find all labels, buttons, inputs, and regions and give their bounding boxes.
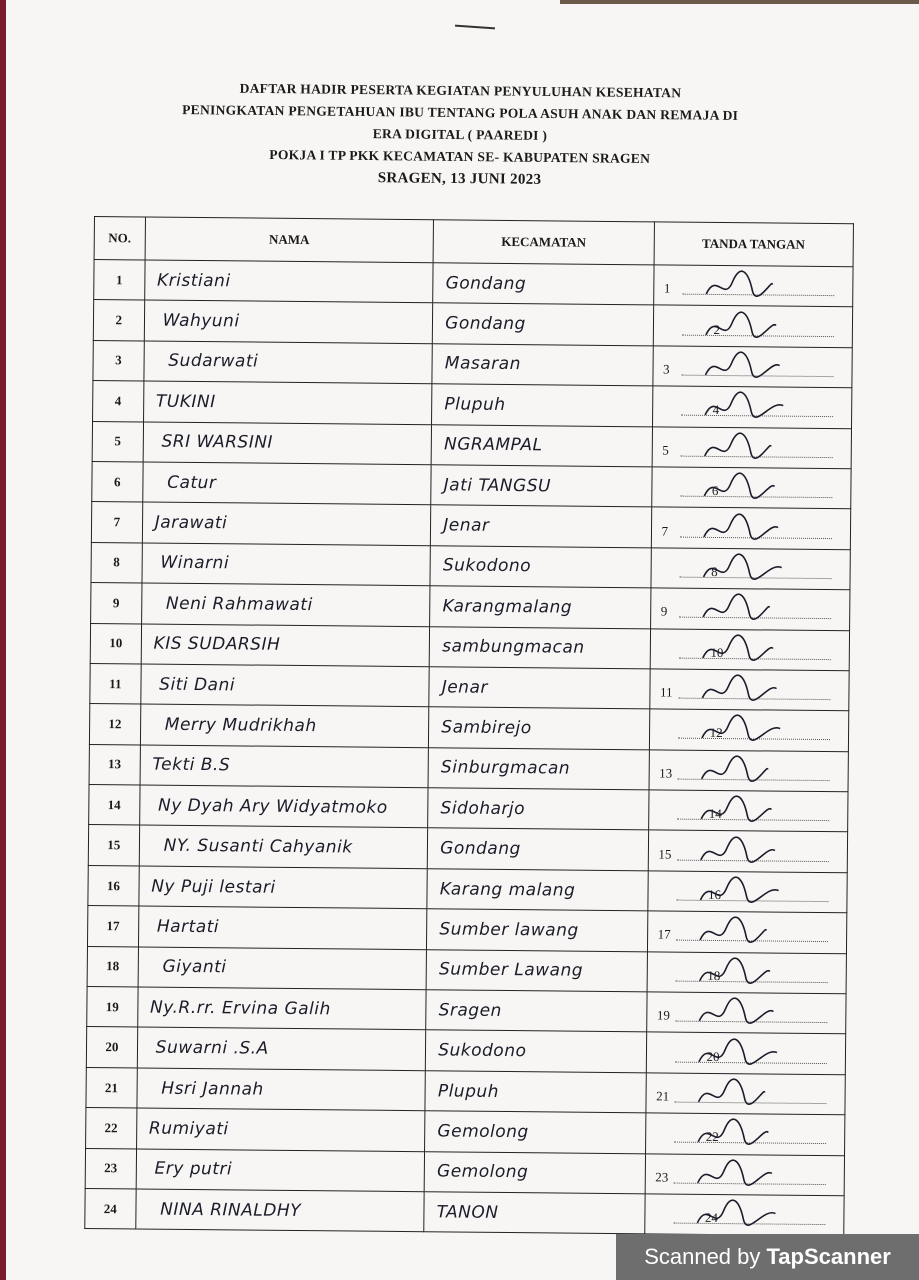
- district-name-text: Sumber lawang: [439, 919, 579, 941]
- participant-name-text: Kristiani: [156, 270, 231, 292]
- participant-name-text: Ny Puji lestari: [151, 876, 276, 898]
- participant-name-text: Sudarwati: [168, 351, 259, 373]
- participant-name-text: Neni Rahmawati: [165, 593, 313, 615]
- participant-name: [143, 381, 432, 424]
- participant-name: [144, 260, 433, 303]
- district-name-text: Sumber Lawang: [438, 959, 584, 982]
- participant-name-text: NINA RINALDHY: [160, 1199, 302, 1221]
- participant-name: [139, 866, 428, 909]
- district-name: [424, 1192, 645, 1235]
- participant-name: [140, 745, 429, 788]
- signature-number: 4: [712, 402, 720, 418]
- document-date: SRAGEN, 13 JUNI 2023: [377, 170, 542, 188]
- signature-cell: [647, 911, 847, 953]
- row-number: 6: [92, 461, 143, 502]
- district-name-text: Sukodono: [438, 1040, 527, 1062]
- participant-name: [139, 785, 428, 828]
- signature-number: 2: [713, 321, 721, 337]
- district-name-text: Karangmalang: [442, 596, 573, 618]
- signature-number: 24: [704, 1210, 719, 1226]
- district-name: [429, 667, 650, 710]
- signature-scribble: [694, 1035, 784, 1072]
- signature-scribble: [693, 1197, 783, 1234]
- signature-cell: [651, 507, 851, 549]
- row-number: 14: [89, 785, 140, 826]
- signature-cell: [652, 426, 852, 468]
- signature-number: 10: [710, 644, 724, 660]
- signature-cell: [652, 346, 852, 388]
- row-number: 10: [90, 623, 141, 664]
- district-name: [428, 828, 649, 871]
- district-name: [431, 424, 652, 467]
- signature-scribble: [698, 672, 788, 709]
- participant-name-text: Hsri Jannah: [161, 1078, 264, 1100]
- signature-number: 17: [657, 926, 671, 943]
- district-name: [430, 586, 651, 629]
- participant-name: [136, 1108, 425, 1151]
- signature-number: 18: [707, 967, 721, 983]
- district-name: [432, 384, 653, 427]
- row-number: 7: [91, 502, 142, 543]
- district-name: [430, 545, 651, 588]
- signature-number: 3: [663, 361, 670, 377]
- signature-scribble: [695, 995, 785, 1032]
- district-name: [428, 747, 649, 790]
- title-line-2: PENINGKATAN PENGETAHUAN IBU TENTANG POLA ASUH ANAK DAN REMAJA DI: [182, 102, 739, 123]
- signature-scribble: [693, 1157, 783, 1194]
- signature-scribble: [701, 389, 791, 426]
- attendance-table: [84, 216, 854, 1237]
- signature-number: 14: [708, 806, 722, 822]
- participant-name: [143, 422, 432, 465]
- signature-scribble: [700, 430, 790, 467]
- row-number: 21: [86, 1067, 137, 1108]
- participant-name-text: Wahyuni: [162, 310, 240, 332]
- signature-cell: [653, 305, 853, 347]
- signature-scribble: [701, 308, 791, 345]
- participant-name-text: Ny.R.rr. Ervina Galih: [150, 997, 331, 1020]
- signature-number: 16: [707, 886, 722, 903]
- participant-name: [137, 987, 426, 1030]
- district-name: [433, 263, 654, 306]
- row-number: 2: [93, 300, 144, 341]
- participant-name: [135, 1189, 424, 1232]
- signature-number: 1: [663, 280, 671, 296]
- district-name-text: Sambirejo: [441, 717, 532, 739]
- district-name: [427, 909, 648, 952]
- signature-scribble: [698, 632, 788, 669]
- district-name-text: Plupuh: [437, 1080, 500, 1102]
- row-number: 11: [90, 663, 141, 704]
- row-number: 13: [89, 744, 140, 785]
- signature-scribble: [696, 874, 786, 911]
- district-name-text: Gemolong: [436, 1161, 529, 1183]
- title-line-4: POKJA I TP PKK KECAMATAN SE- KABUPATEN SRAGEN: [269, 147, 651, 166]
- row-number: 9: [91, 583, 142, 624]
- district-name: [426, 990, 647, 1033]
- participant-name: [142, 502, 431, 545]
- signature-cell: [651, 467, 851, 509]
- pen-mark: [455, 25, 495, 30]
- district-name: [426, 1030, 647, 1073]
- row-number: 16: [88, 865, 139, 906]
- row-number: 4: [93, 381, 144, 422]
- row-number: 23: [85, 1148, 136, 1189]
- district-name-text: Karang malang: [439, 878, 576, 901]
- signature-number: 8: [711, 563, 718, 579]
- row-number: 3: [93, 340, 144, 381]
- district-name-text: Jenar: [443, 515, 490, 536]
- signature-cell: [652, 386, 852, 428]
- participant-name: [141, 623, 430, 666]
- participant-name-text: KIS SUDARSIH: [153, 633, 281, 656]
- district-name: [425, 1111, 646, 1154]
- district-name: [433, 303, 654, 346]
- district-name-text: Gondang: [445, 313, 526, 335]
- watermark-prefix: Scanned by: [644, 1244, 767, 1269]
- participant-name-text: Winarni: [160, 553, 230, 574]
- signature-scribble: [700, 470, 790, 507]
- participant-name: [136, 1149, 425, 1192]
- district-name-text: Plupuh: [444, 394, 506, 415]
- participant-name: [137, 1027, 426, 1070]
- page-edge-top: [560, 0, 919, 4]
- district-name-text: Sidoharjo: [440, 798, 526, 819]
- signature-scribble: [694, 1116, 784, 1153]
- participant-name-text: Catur: [167, 472, 217, 493]
- row-number: 24: [85, 1188, 136, 1229]
- signature-number: 13: [659, 765, 673, 781]
- row-number: 18: [87, 946, 138, 987]
- row-number: 5: [92, 421, 143, 462]
- district-name: [424, 1151, 645, 1194]
- participant-name: [142, 543, 431, 586]
- participant-name-text: NY. Susanti Cahyanik: [163, 835, 353, 858]
- district-name-text: Gondang: [445, 273, 527, 294]
- col-header-tanda-tangan: TANDA TANGAN: [654, 222, 854, 267]
- row-number: 19: [87, 987, 138, 1028]
- signature-number: 19: [656, 1007, 670, 1023]
- signature-number: 22: [705, 1129, 719, 1145]
- district-name-text: TANON: [436, 1202, 499, 1223]
- participant-name-text: Merry Mudrikhah: [164, 714, 317, 737]
- signature-scribble: [696, 833, 786, 870]
- district-name-text: Gondang: [440, 838, 521, 860]
- participant-name-text: Hartati: [156, 916, 220, 938]
- signature-cell: [653, 265, 853, 307]
- row-number: 22: [86, 1108, 137, 1149]
- signature-cell: [650, 628, 850, 670]
- signature-scribble: [696, 914, 786, 951]
- signature-number: 20: [706, 1048, 720, 1064]
- participant-name-text: Siti Dani: [159, 674, 236, 695]
- page-edge-left: [0, 0, 6, 1280]
- participant-name-text: Rumiyati: [148, 1118, 229, 1140]
- signature-number: 9: [660, 603, 668, 619]
- signature-scribble: [701, 349, 791, 386]
- participant-name-text: SRI WARSINI: [161, 431, 274, 453]
- signature-scribble: [699, 551, 789, 588]
- district-name: [432, 344, 653, 387]
- district-name: [431, 465, 652, 508]
- row-number: 15: [88, 825, 139, 866]
- district-name-text: sambungmacan: [442, 636, 585, 658]
- signature-scribble: [697, 793, 787, 830]
- participant-name: [138, 906, 427, 949]
- district-name-text: Sragen: [438, 1000, 502, 1021]
- participant-name: [140, 704, 429, 747]
- table-header-row: [94, 217, 853, 267]
- signature-cell: [645, 1153, 845, 1195]
- signature-cell: [650, 588, 850, 630]
- signature-cell: [647, 951, 847, 993]
- participant-name: [138, 947, 427, 990]
- signature-cell: [649, 669, 849, 711]
- district-name: [427, 869, 648, 912]
- title-line-3: ERA DIGITAL ( PAAREDI ): [372, 126, 548, 143]
- signature-cell: [646, 1032, 846, 1074]
- title-line-1: DAFTAR HADIR PESERTA KEGIATAN PENYULUHAN KESEHATAN: [239, 80, 682, 101]
- district-name-text: NGRAMPAL: [443, 434, 543, 456]
- signature-scribble: [695, 955, 785, 992]
- district-name: [431, 505, 652, 548]
- signature-cell: [651, 548, 851, 590]
- col-header-no: NO.: [94, 217, 145, 260]
- district-name: [426, 949, 647, 992]
- signature-number: 15: [658, 846, 672, 862]
- participant-name: [141, 583, 430, 626]
- signature-cell: [645, 1073, 845, 1115]
- district-name-text: Masaran: [444, 353, 521, 375]
- district-name-text: Sukodono: [442, 555, 532, 577]
- participant-name-text: Suwarni .S.A: [155, 1037, 269, 1059]
- district-name-text: Jenar: [441, 676, 488, 698]
- signature-cell: [649, 750, 849, 792]
- watermark-brand: TapScanner: [766, 1244, 891, 1269]
- participant-name-text: Ny Dyah Ary Widyatmoko: [157, 795, 388, 818]
- district-name-text: Gemolong: [437, 1121, 529, 1143]
- signature-number: 23: [655, 1169, 669, 1185]
- signature-scribble: [702, 268, 792, 305]
- signature-number: 7: [661, 522, 669, 539]
- signature-cell: [646, 992, 846, 1034]
- district-name: [429, 626, 650, 669]
- row-number: 12: [89, 704, 140, 745]
- district-name: [429, 707, 650, 750]
- participant-name-text: Jarawati: [154, 512, 228, 534]
- signature-cell: [647, 871, 847, 913]
- district-name: [425, 1071, 646, 1114]
- district-name-text: Jati TANGSU: [443, 475, 552, 497]
- signature-scribble: [697, 712, 787, 749]
- participant-name: [137, 1068, 426, 1111]
- row-number: 17: [87, 906, 138, 947]
- signature-number: 11: [659, 684, 673, 700]
- participant-name: [144, 341, 433, 384]
- signature-cell: [648, 830, 848, 872]
- signature-number: 21: [656, 1088, 670, 1104]
- scanner-watermark: [616, 1234, 919, 1280]
- signature-scribble: [699, 510, 789, 547]
- participant-name: [144, 300, 433, 343]
- row-number: 8: [91, 542, 142, 583]
- participant-name-text: TUKINI: [155, 391, 216, 413]
- signature-cell: [644, 1194, 844, 1236]
- participant-name: [142, 462, 431, 505]
- signature-number: 5: [662, 442, 669, 458]
- signature-number: 6: [711, 483, 719, 499]
- participant-name: [141, 664, 430, 707]
- participant-name-text: Giyanti: [162, 957, 227, 978]
- district-name: [428, 788, 649, 831]
- table-row: [85, 1188, 844, 1236]
- signature-number: 12: [709, 725, 723, 741]
- signature-scribble: [694, 1076, 784, 1113]
- signature-scribble: [697, 753, 787, 790]
- signature-cell: [648, 790, 848, 832]
- row-number: 1: [94, 260, 145, 301]
- col-header-nama: NAMA: [145, 217, 434, 263]
- col-header-kecamatan: KECAMATAN: [433, 220, 654, 265]
- signature-cell: [645, 1113, 845, 1155]
- district-name-text: Sinburgmacan: [440, 757, 571, 779]
- signature-scribble: [699, 591, 789, 628]
- document-header: [79, 76, 840, 194]
- participant-name: [139, 825, 428, 868]
- participant-name-text: Ery putri: [154, 1158, 233, 1180]
- signature-cell: [649, 709, 849, 751]
- participant-name-text: Tekti B.S: [152, 754, 231, 776]
- row-number: 20: [86, 1027, 137, 1068]
